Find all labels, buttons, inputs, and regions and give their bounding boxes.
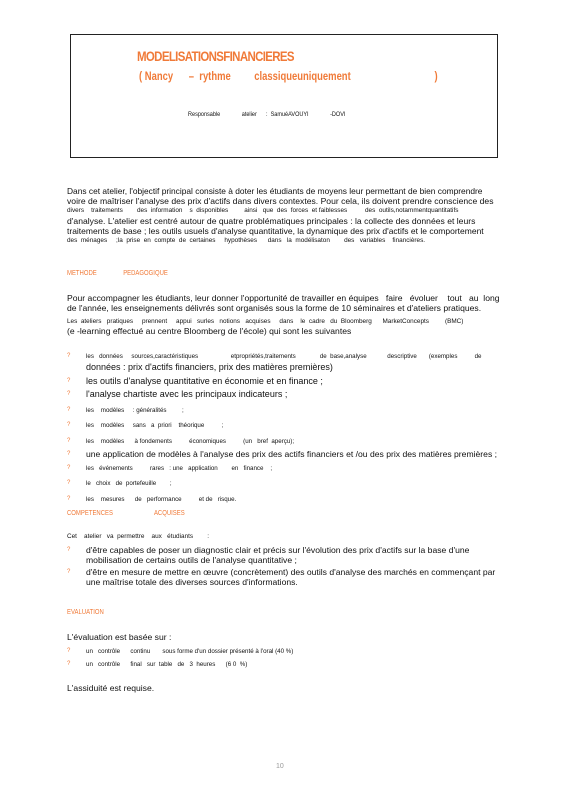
list-item-text: mobilisation de certains outils de l'analyse quantitative ; [86, 555, 297, 565]
list-item-text: les modèles à fondements économiques (un bref aperçu); [86, 437, 295, 445]
document-subtitle: ( Nancy – rythme classiqueuniquement ) [139, 71, 438, 83]
bullet-arrow-icon: ? [67, 569, 71, 575]
bullet-arrow-icon: ? [67, 422, 71, 428]
list-item-text: l'analyse chartiste avec les principaux indicateurs ; [86, 389, 288, 399]
list-item-text: les outils d'analyse quantitative en économie et en finance ; [86, 375, 323, 386]
list-item [67, 567, 545, 587]
list-item-text: les mesures de performance et de risque. [86, 495, 237, 503]
methode-line: de l'année, les enseignements délivrés sont organisés sous la forme de 10 séminaires et d'ateliers pratiques. [67, 303, 482, 313]
methode-line: Pour accompagner les étudiants, leur donner l'opportunité de travailler en équipes faire évoluer tout au long [67, 293, 500, 303]
bullet-arrow-icon: ? [67, 377, 71, 384]
intro-line: divers traitements des information s disponibles ainsi que des forces et faiblesses des outils,notammentquantitatifs [67, 207, 459, 214]
list-item-text: les événements rares : une application en finance ; [86, 464, 273, 472]
section-heading-evaluation: EVALUATION [67, 609, 104, 616]
list-item [67, 545, 545, 565]
list-item [67, 389, 545, 401]
methode-paragraph [67, 293, 545, 336]
competences-intro: Cet atelier va permettre aux étudiants : [67, 533, 210, 540]
competences-bullet-list [67, 545, 545, 587]
bullet-arrow-icon: ? [67, 353, 71, 359]
list-item-text: une application de modèles à l'analyse des prix des actifs financiers et /ou des prix des matières premières ; [86, 449, 498, 459]
list-item [67, 363, 545, 372]
list-item [67, 463, 545, 475]
list-item-text: les modèles sans a priori théorique ; [86, 422, 224, 429]
document-title: MODELISATIONSFINANCIERES [137, 48, 294, 64]
list-item-text: les données sources,caractéristiques etpropriétés,traitements de base,analyse descriptive (exemples de [86, 353, 482, 360]
intro-paragraph [67, 186, 545, 246]
list-item-text: une maîtrise totale des diverses sources d'informations. [86, 577, 298, 587]
list-item [67, 494, 545, 506]
bullet-arrow-icon: ? [67, 464, 71, 471]
list-item-text: d'être capables de poser un diagnostic clair et précis sur l'évolution des prix d'actifs sur la base d'une [86, 545, 470, 555]
bullet-arrow-icon: ? [67, 406, 71, 413]
list-item [67, 478, 545, 490]
list-item-text: un contrôle continu sous forme d'un dossier présenté à l'oral (40 %) [86, 648, 294, 655]
list-item [67, 436, 545, 448]
bullet-arrow-icon: ? [67, 480, 71, 486]
list-item-text: un contrôle final sur table de 3 heures (6 0 %) [86, 661, 248, 668]
list-item [67, 376, 545, 388]
intro-line: des ménages ;la prise en compte de certaines hypothèses dans la modélisaton des variables financières. [67, 237, 426, 244]
list-item-text: le choix de portefeuille ; [86, 480, 172, 487]
list-item-text: les modèles : généralités ; [86, 406, 184, 414]
bullet-arrow-icon: ? [67, 495, 71, 502]
list-item [67, 449, 545, 461]
list-item-text: données : prix d'actifs financiers, prix des matières premières) [86, 361, 333, 372]
methode-line: Les ateliers pratiques prennent appui surles notions acquises dans le cadre du Bloomberg MarketConcepts (BMC) [67, 318, 464, 325]
list-item [67, 405, 545, 417]
evaluation-closing: L'assiduité est requise. [67, 683, 155, 693]
header-box [70, 34, 498, 158]
section-heading-methode: METHODE PEDAGOGIQUE [67, 270, 168, 277]
intro-line: traitements de base ; les outils usuels d'analyse quantitative, la dynamique des prix d'actifs et le comportement [67, 226, 484, 236]
intro-line: voire de maîtriser l'analyse des prix d'actifs dans divers contextes. Pour cela, ils doivent prendre conscience des [67, 196, 494, 206]
bullet-arrow-icon: ? [67, 391, 71, 397]
methode-line: (e -learning effectué au centre Bloomberg de l'école) qui sont les suivantes [67, 326, 352, 336]
bullet-arrow-icon: ? [67, 437, 71, 444]
list-item [67, 420, 545, 432]
bullet-arrow-icon: ? [67, 661, 71, 667]
evaluation-intro: L'évaluation est basée sur : [67, 632, 172, 642]
intro-line: d'analyse. L'atelier est centré autour de quatre problématiques principales : la collecte des données et leurs [67, 216, 476, 226]
list-item-text: d'être en mesure de mettre en œuvre (concrètement) des outils d'analyse des marchés en commençant par [86, 567, 496, 577]
list-item [67, 658, 545, 671]
list-item [67, 645, 545, 658]
responsable-line: Responsable atelier : SamuéAVOUYI -DOVI [188, 111, 346, 118]
bullet-arrow-icon: ? [67, 451, 71, 457]
methode-bullet-list [67, 351, 545, 505]
bullet-arrow-icon: ? [67, 547, 71, 553]
intro-line: Dans cet atelier, l'objectif principal consiste à doter les étudiants de moyens leur permettant de bien comprendre [67, 186, 483, 196]
page-number: 10 [276, 763, 284, 770]
section-heading-competences: COMPETENCES ACQUISES [67, 510, 185, 517]
bullet-arrow-icon: ? [67, 648, 71, 654]
evaluation-bullet-list [67, 645, 545, 671]
